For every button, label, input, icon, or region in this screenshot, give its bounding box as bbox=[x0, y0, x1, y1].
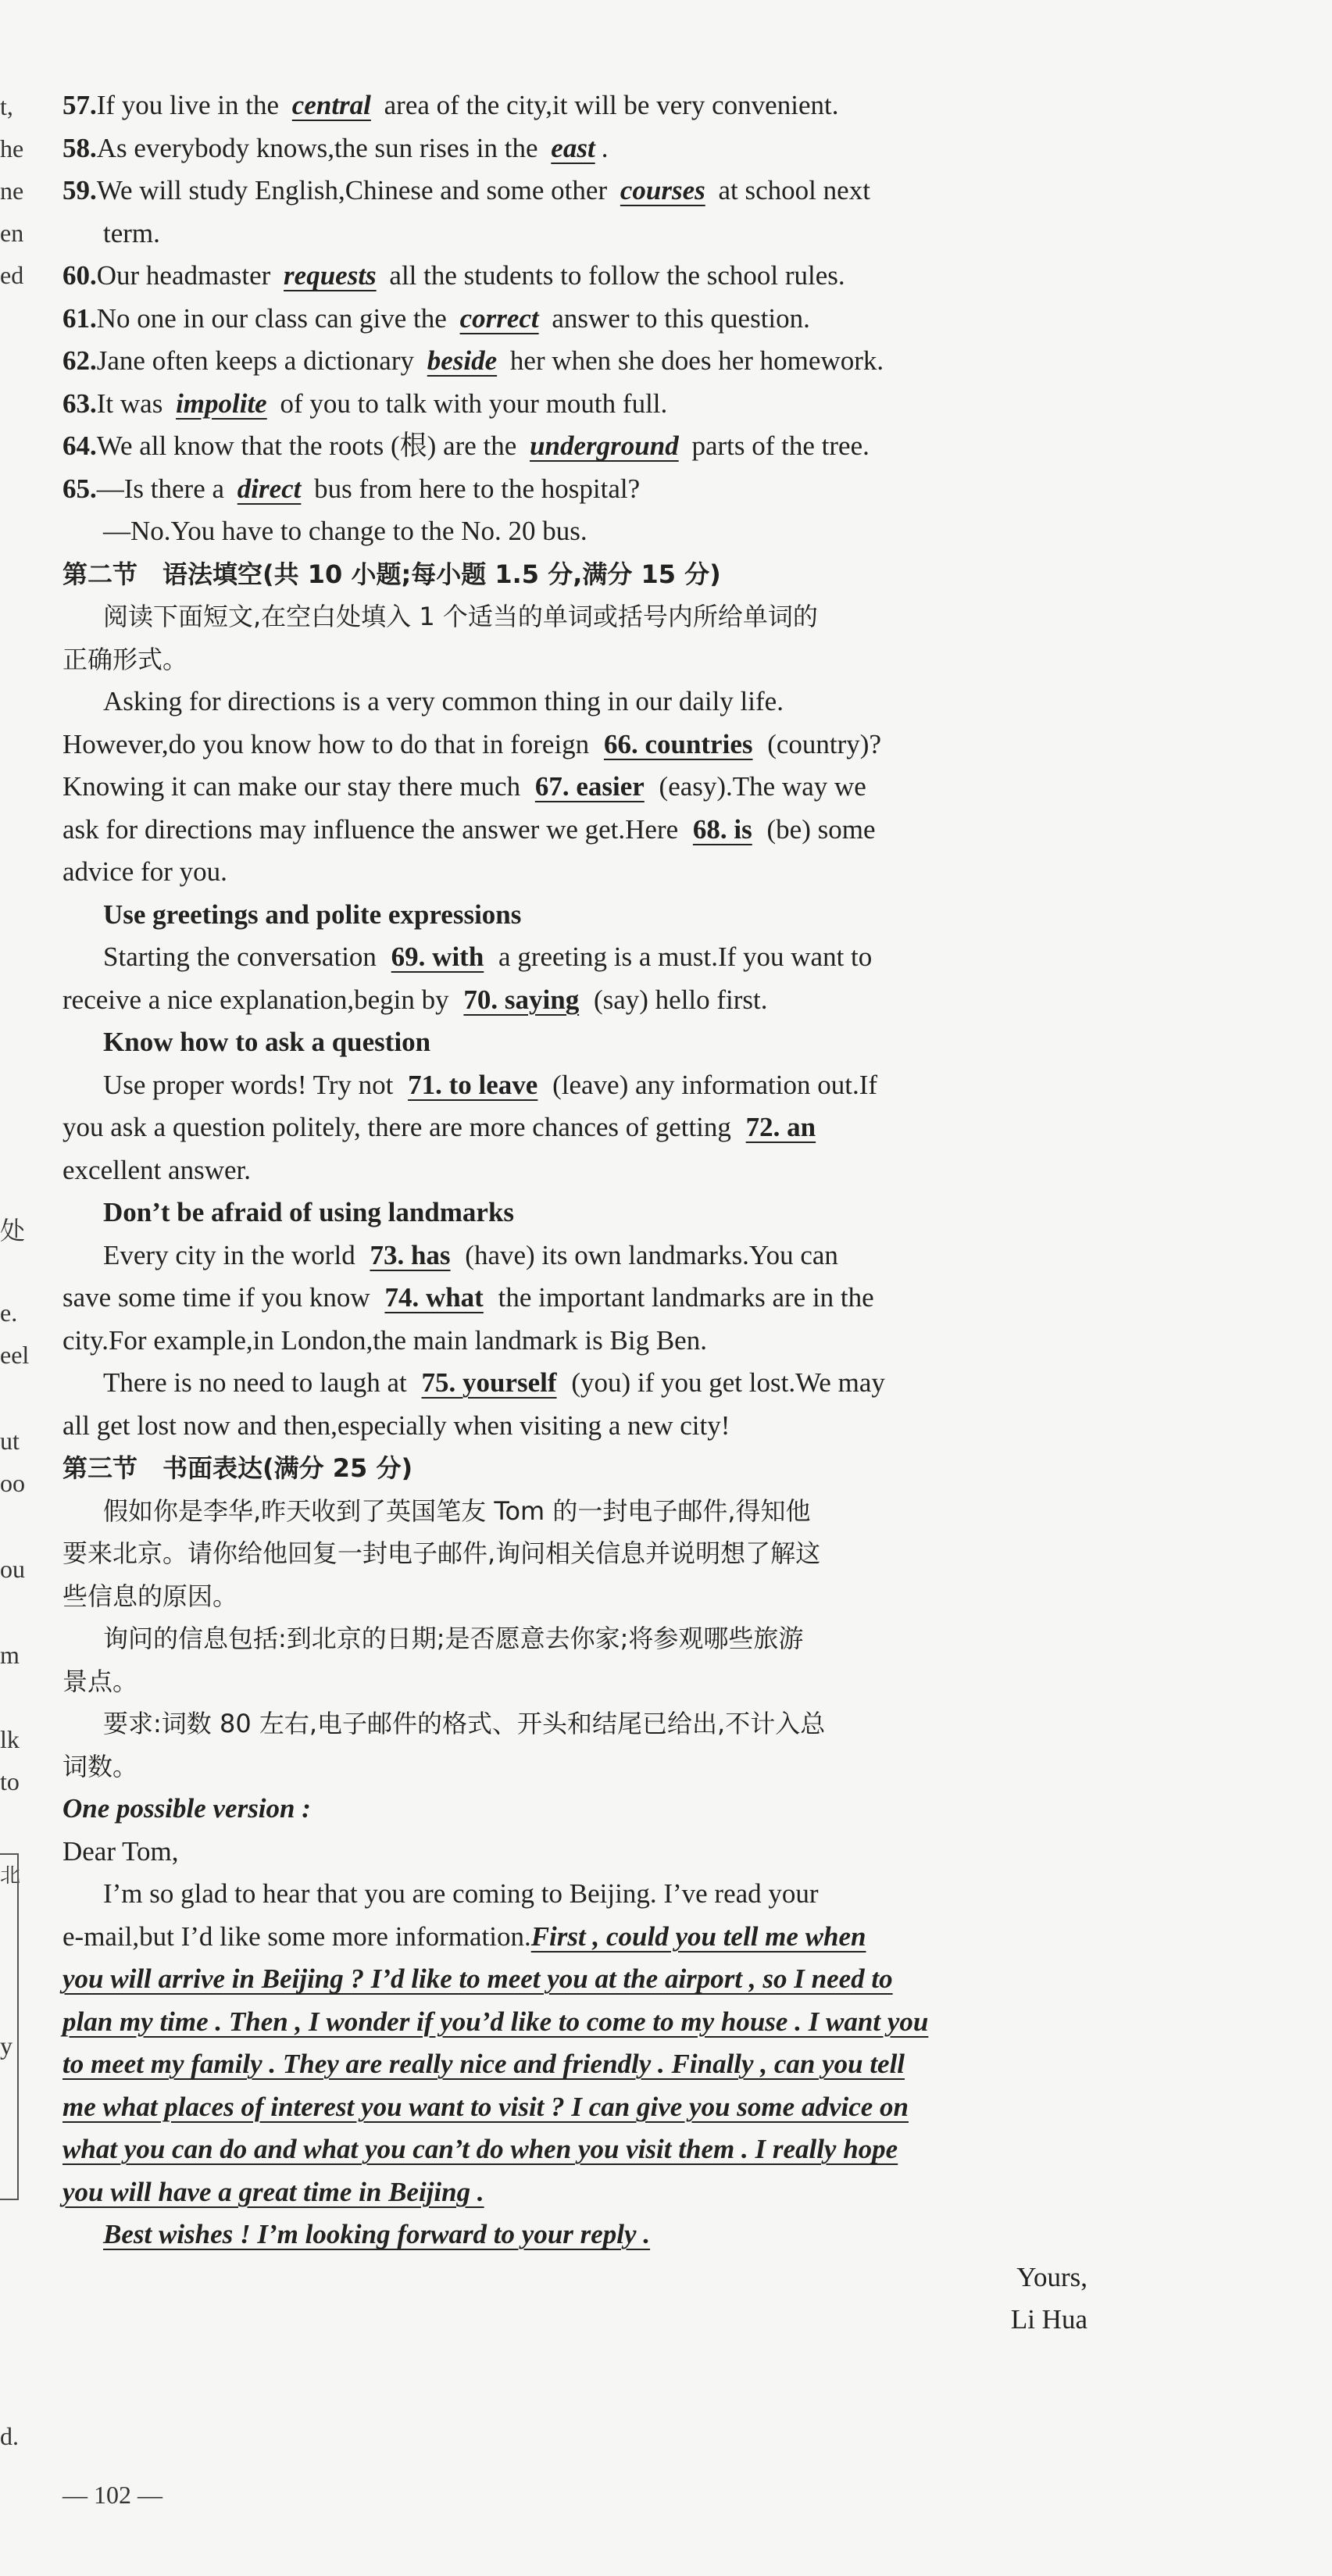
letter-line: me what places of interest you want to visit ? I can give you some advice on bbox=[62, 2091, 909, 2122]
passage-line: save some time if you know 74. what the important landmarks are in the bbox=[62, 1282, 874, 1313]
answer-blank: 70. saying bbox=[463, 984, 580, 1015]
vocab-item: 57.If you live in the central area of the city,it will be very convenient. bbox=[62, 90, 839, 120]
task-text: 假如你是李华,昨天收到了英国笔友 Tom 的一封电子邮件,得知他 bbox=[103, 1495, 811, 1526]
letter-line: you will have a great time in Beijing . bbox=[62, 2176, 484, 2207]
margin-fragment: ut bbox=[0, 1427, 20, 1455]
passage-line: Knowing it can make our stay there much 67. easier (easy).The way we bbox=[62, 771, 866, 802]
answer-blank: 75. yourself bbox=[421, 1367, 557, 1398]
margin-fragment: to bbox=[0, 1767, 20, 1795]
letter-line: I’m so glad to hear that you are coming to Beijing. I’ve read your bbox=[103, 1878, 819, 1909]
margin-box bbox=[0, 1853, 19, 2200]
answer-blank: requests bbox=[284, 260, 377, 291]
page-number: — 102 — bbox=[62, 2481, 162, 2509]
vocab-item: 63.It was impolite of you to talk with your mouth full. bbox=[62, 388, 668, 419]
margin-fragment: he bbox=[0, 134, 24, 163]
answer-blank: 68. is bbox=[692, 813, 752, 845]
letter-line: to meet my family . They are really nice and friendly . Finally , can you tell bbox=[62, 2049, 905, 2079]
letter-line: e-mail,but I’d like some more information.First , could you tell me when bbox=[62, 1920, 866, 1952]
letter-line: what you can do and what you can’t do when you visit them . I really hope bbox=[62, 2134, 898, 2164]
section-heading: 第三节 书面表达(满分 25 分) bbox=[62, 1453, 413, 1483]
version-label: One possible version : bbox=[62, 1793, 311, 1824]
subheading: Know how to ask a question bbox=[103, 1027, 431, 1057]
passage-line: Asking for directions is a very common thing in our daily life. bbox=[103, 686, 784, 716]
answer-blank: east bbox=[551, 132, 595, 163]
margin-fragment: eel bbox=[0, 1341, 30, 1369]
margin-fragment: d. bbox=[0, 2422, 19, 2450]
letter-line: Best wishes ! I’m looking forward to your reply . bbox=[103, 2219, 651, 2249]
vocab-item: 61.No one in our class can give the correct answer to this question. bbox=[62, 302, 810, 334]
vocab-item: 59.We will study English,Chinese and some other courses at school next bbox=[62, 175, 870, 205]
instruction-text: 阅读下面短文,在空白处填入 1 个适当的单词或括号内所给单词的 bbox=[103, 602, 818, 631]
margin-fragment: ed bbox=[0, 261, 24, 289]
margin-fragment: 北 bbox=[0, 1864, 21, 1887]
answer-blank: 74. what bbox=[384, 1282, 484, 1313]
answer-blank: 73. has bbox=[370, 1239, 451, 1270]
page-content bbox=[62, 84, 1094, 2342]
answer-blank: underground bbox=[530, 431, 679, 461]
margin-fragment: e. bbox=[0, 1299, 18, 1327]
passage-line: There is no need to laugh at 75. yourself (you) if you get lost.We may bbox=[103, 1367, 885, 1398]
passage-line: all get lost now and then,especially when visiting a new city! bbox=[62, 1409, 730, 1441]
vocab-item: 60.Our headmaster requests all the students to follow the school rules. bbox=[62, 260, 845, 291]
margin-fragment: lk bbox=[0, 1725, 20, 1753]
passage-line: Use proper words! Try not 71. to leave (leave) any information out.If bbox=[103, 1069, 878, 1100]
letter-closing: Yours, bbox=[1016, 2261, 1087, 2292]
margin-fragment: 处 bbox=[0, 1217, 26, 1245]
grammar-section bbox=[62, 553, 1094, 1448]
passage-line: However,do you know how to do that in foreign 66. countries (country)? bbox=[62, 728, 881, 759]
answer-blank: 69. with bbox=[391, 941, 484, 972]
margin-fragment: en bbox=[0, 219, 24, 247]
writing-section bbox=[62, 1447, 1094, 2342]
passage-line: Starting the conversation 69. with a greeting is a must.If you want to bbox=[103, 941, 873, 972]
margin-fragment: y bbox=[0, 2031, 12, 2060]
subheading: Use greetings and polite expressions bbox=[103, 899, 522, 930]
task-text: 些信息的原因。 bbox=[62, 1581, 238, 1611]
answer-blank: 72. an bbox=[745, 1112, 816, 1142]
answer-blank: impolite bbox=[176, 388, 267, 419]
letter-line: plan my time . Then , I wonder if you’d like to come to my house . I want you bbox=[62, 2006, 929, 2037]
passage-line: advice for you. bbox=[62, 856, 227, 887]
answer-blank: beside bbox=[427, 345, 498, 376]
task-text: 词数。 bbox=[62, 1751, 138, 1781]
margin-fragment: t, bbox=[0, 92, 13, 120]
vocab-item: 58.As everybody knows,the sun rises in the east . bbox=[62, 132, 609, 163]
passage-line: excellent answer. bbox=[62, 1154, 252, 1185]
letter-greeting: Dear Tom, bbox=[62, 1835, 179, 1867]
passage-line: ask for directions may influence the answer we get.Here 68. is (be) some bbox=[62, 813, 876, 845]
answer-blank: central bbox=[291, 90, 371, 120]
task-text: 要来北京。请你给他回复一封电子邮件,询问相关信息并说明想了解这 bbox=[62, 1538, 821, 1568]
passage-line: city.For example,in London,the main landmark is Big Ben. bbox=[62, 1324, 707, 1356]
section-heading: 第二节 语法填空(共 10 小题;每小题 1.5 分,满分 15 分) bbox=[62, 559, 721, 589]
margin-fragment: ou bbox=[0, 1555, 25, 1583]
letter-signature: Li Hua bbox=[1010, 2304, 1087, 2335]
passage-line: receive a nice explanation,begin by 70. saying (say) hello first. bbox=[62, 984, 768, 1015]
margin-fragment: m bbox=[0, 1641, 20, 1669]
answer-blank: correct bbox=[459, 302, 539, 334]
task-text: 要求:词数 80 左右,电子邮件的格式、开头和结尾已给出,不计入总 bbox=[103, 1709, 826, 1738]
subheading: Don’t be afraid of using landmarks bbox=[103, 1197, 515, 1227]
instruction-text: 正确形式。 bbox=[62, 644, 188, 674]
vocab-item: 65.—Is there a direct bus from here to the hospital? bbox=[62, 473, 641, 504]
answer-blank: 66. countries bbox=[603, 728, 753, 759]
answer-blank: direct bbox=[237, 473, 302, 504]
task-text: 景点。 bbox=[62, 1666, 138, 1696]
answer-blank: 71. to leave bbox=[408, 1069, 538, 1100]
vocab-item-continued: term. bbox=[103, 217, 160, 248]
task-text: 询问的信息包括:到北京的日期;是否愿意去你家;将参观哪些旅游 bbox=[103, 1624, 804, 1653]
passage-line: Every city in the world 73. has (have) its own landmarks.You can bbox=[103, 1239, 838, 1270]
letter-line: you will arrive in Beijing ? I’d like to meet you at the airport , so I need to bbox=[62, 1963, 893, 1994]
passage-line: you ask a question politely, there are more chances of getting 72. an bbox=[62, 1106, 1094, 1149]
margin-fragment: oo bbox=[0, 1469, 25, 1497]
margin-fragment: ne bbox=[0, 177, 24, 205]
answer-blank: courses bbox=[620, 175, 705, 205]
vocab-item-continued: —No.You have to change to the No. 20 bus. bbox=[103, 516, 587, 546]
vocab-item: 62.Jane often keeps a dictionary beside her when she does her homework. bbox=[62, 345, 884, 376]
vocab-item: 64.We all know that the roots (根) are the underground parts of the tree. bbox=[62, 431, 870, 461]
vocab-section bbox=[62, 84, 1094, 553]
answer-blank: 67. easier bbox=[534, 771, 645, 802]
